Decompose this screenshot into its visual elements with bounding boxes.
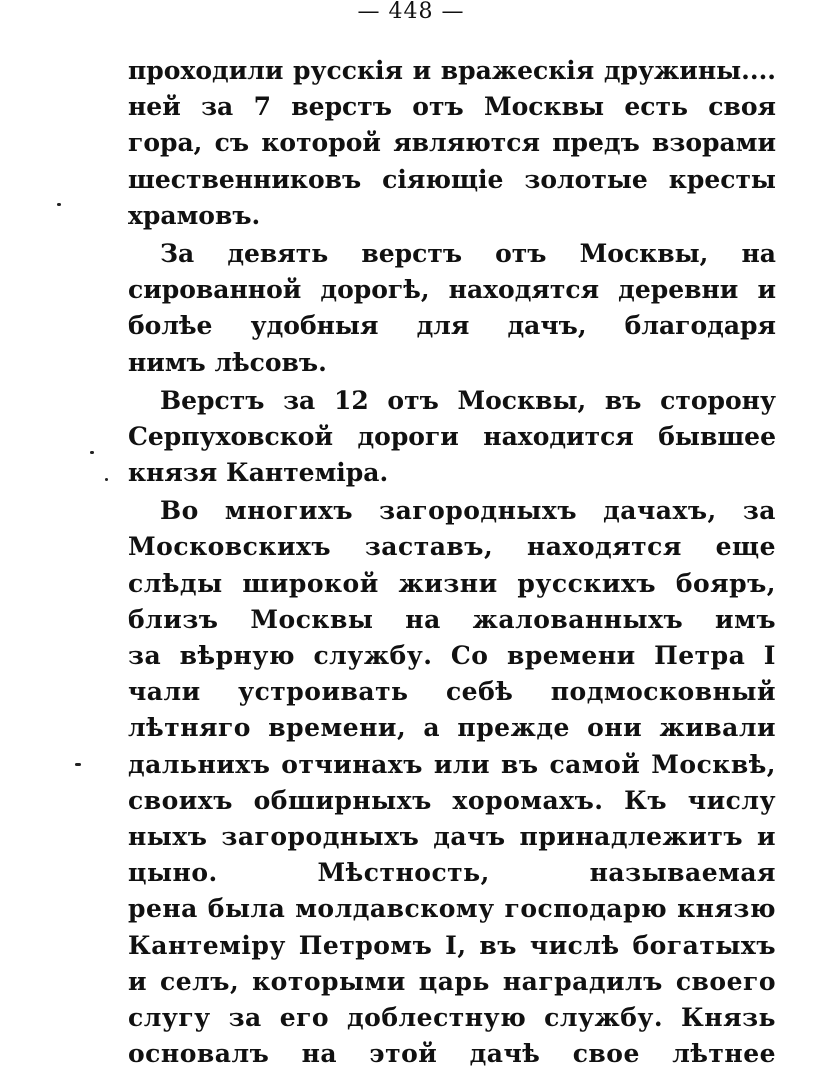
paragraph-3 [128, 383, 776, 492]
text-line: цыно. Мѣстность, называемая [128, 858, 776, 888]
paragraph-4 [128, 493, 776, 1072]
text-line: близъ Москвы на жалованныхъ имъ [128, 604, 776, 634]
text-line: слѣды широкой жизни русскихъ бояръ, [128, 568, 776, 598]
text-line: лѣтняго времени, а прежде они живали [128, 713, 776, 743]
text-line: Во многихъ загородныхъ дачахъ, за [160, 496, 776, 526]
text-line: нимъ лѣсовъ. [128, 347, 327, 377]
text-line: дальнихъ отчинахъ или въ самой Москвѣ, [128, 749, 776, 779]
page-number: — 448 — [357, 0, 465, 24]
text-line: болѣе удобныя для дачъ, благодаря [128, 311, 776, 341]
text-line: Серпуховской дороги находится бывшее [128, 421, 776, 451]
text-line: князя Кантеміра. [128, 458, 389, 488]
text-line: гора, съ которой являются предъ взорами [128, 128, 776, 158]
scan-speck [90, 451, 94, 454]
text-line: рена была молдавскому господарю князю [128, 894, 776, 924]
text-line: проходили русскія и вражескія дружины.... [128, 56, 776, 85]
text-line: шественниковъ сіяющіе золотые кресты [128, 164, 776, 194]
paragraph-1 [128, 53, 776, 234]
text-line: За девять верстъ отъ Москвы, на [160, 238, 776, 268]
text-line: Верстъ за 12 отъ Москвы, въ сторону [160, 385, 776, 415]
text-line: и селъ, которыми царь наградилъ своего [128, 966, 776, 996]
text-line: Кантеміру Петромъ I, въ числѣ богатыхъ [128, 930, 776, 960]
text-line: ней за 7 верстъ отъ Москвы есть своя [128, 92, 776, 122]
paragraph-2 [128, 236, 776, 381]
text-line: своихъ обширныхъ хоромахъ. Къ числу [128, 785, 776, 815]
text-line: основалъ на этой дачѣ свое лѣтнее [128, 1039, 776, 1069]
text-line: слугу за его доблестную службу. Князь [128, 1002, 776, 1032]
scan-speck [57, 203, 61, 206]
text-line: ныхъ загородныхъ дачъ принадлежитъ и [128, 821, 776, 851]
text-line: чали устроивать себѣ подмосковный [128, 677, 776, 707]
scan-speck [105, 478, 108, 481]
text-line: храмовъ. [128, 200, 261, 230]
text-line: Московскихъ заставъ, находятся еще [128, 532, 776, 562]
text-line: сированной дорогѣ, находятся деревни и [128, 275, 776, 305]
text-line: за вѣрную службу. Со времени Петра I [128, 641, 776, 671]
page-body-text [128, 53, 776, 1074]
scan-speck [75, 763, 81, 766]
